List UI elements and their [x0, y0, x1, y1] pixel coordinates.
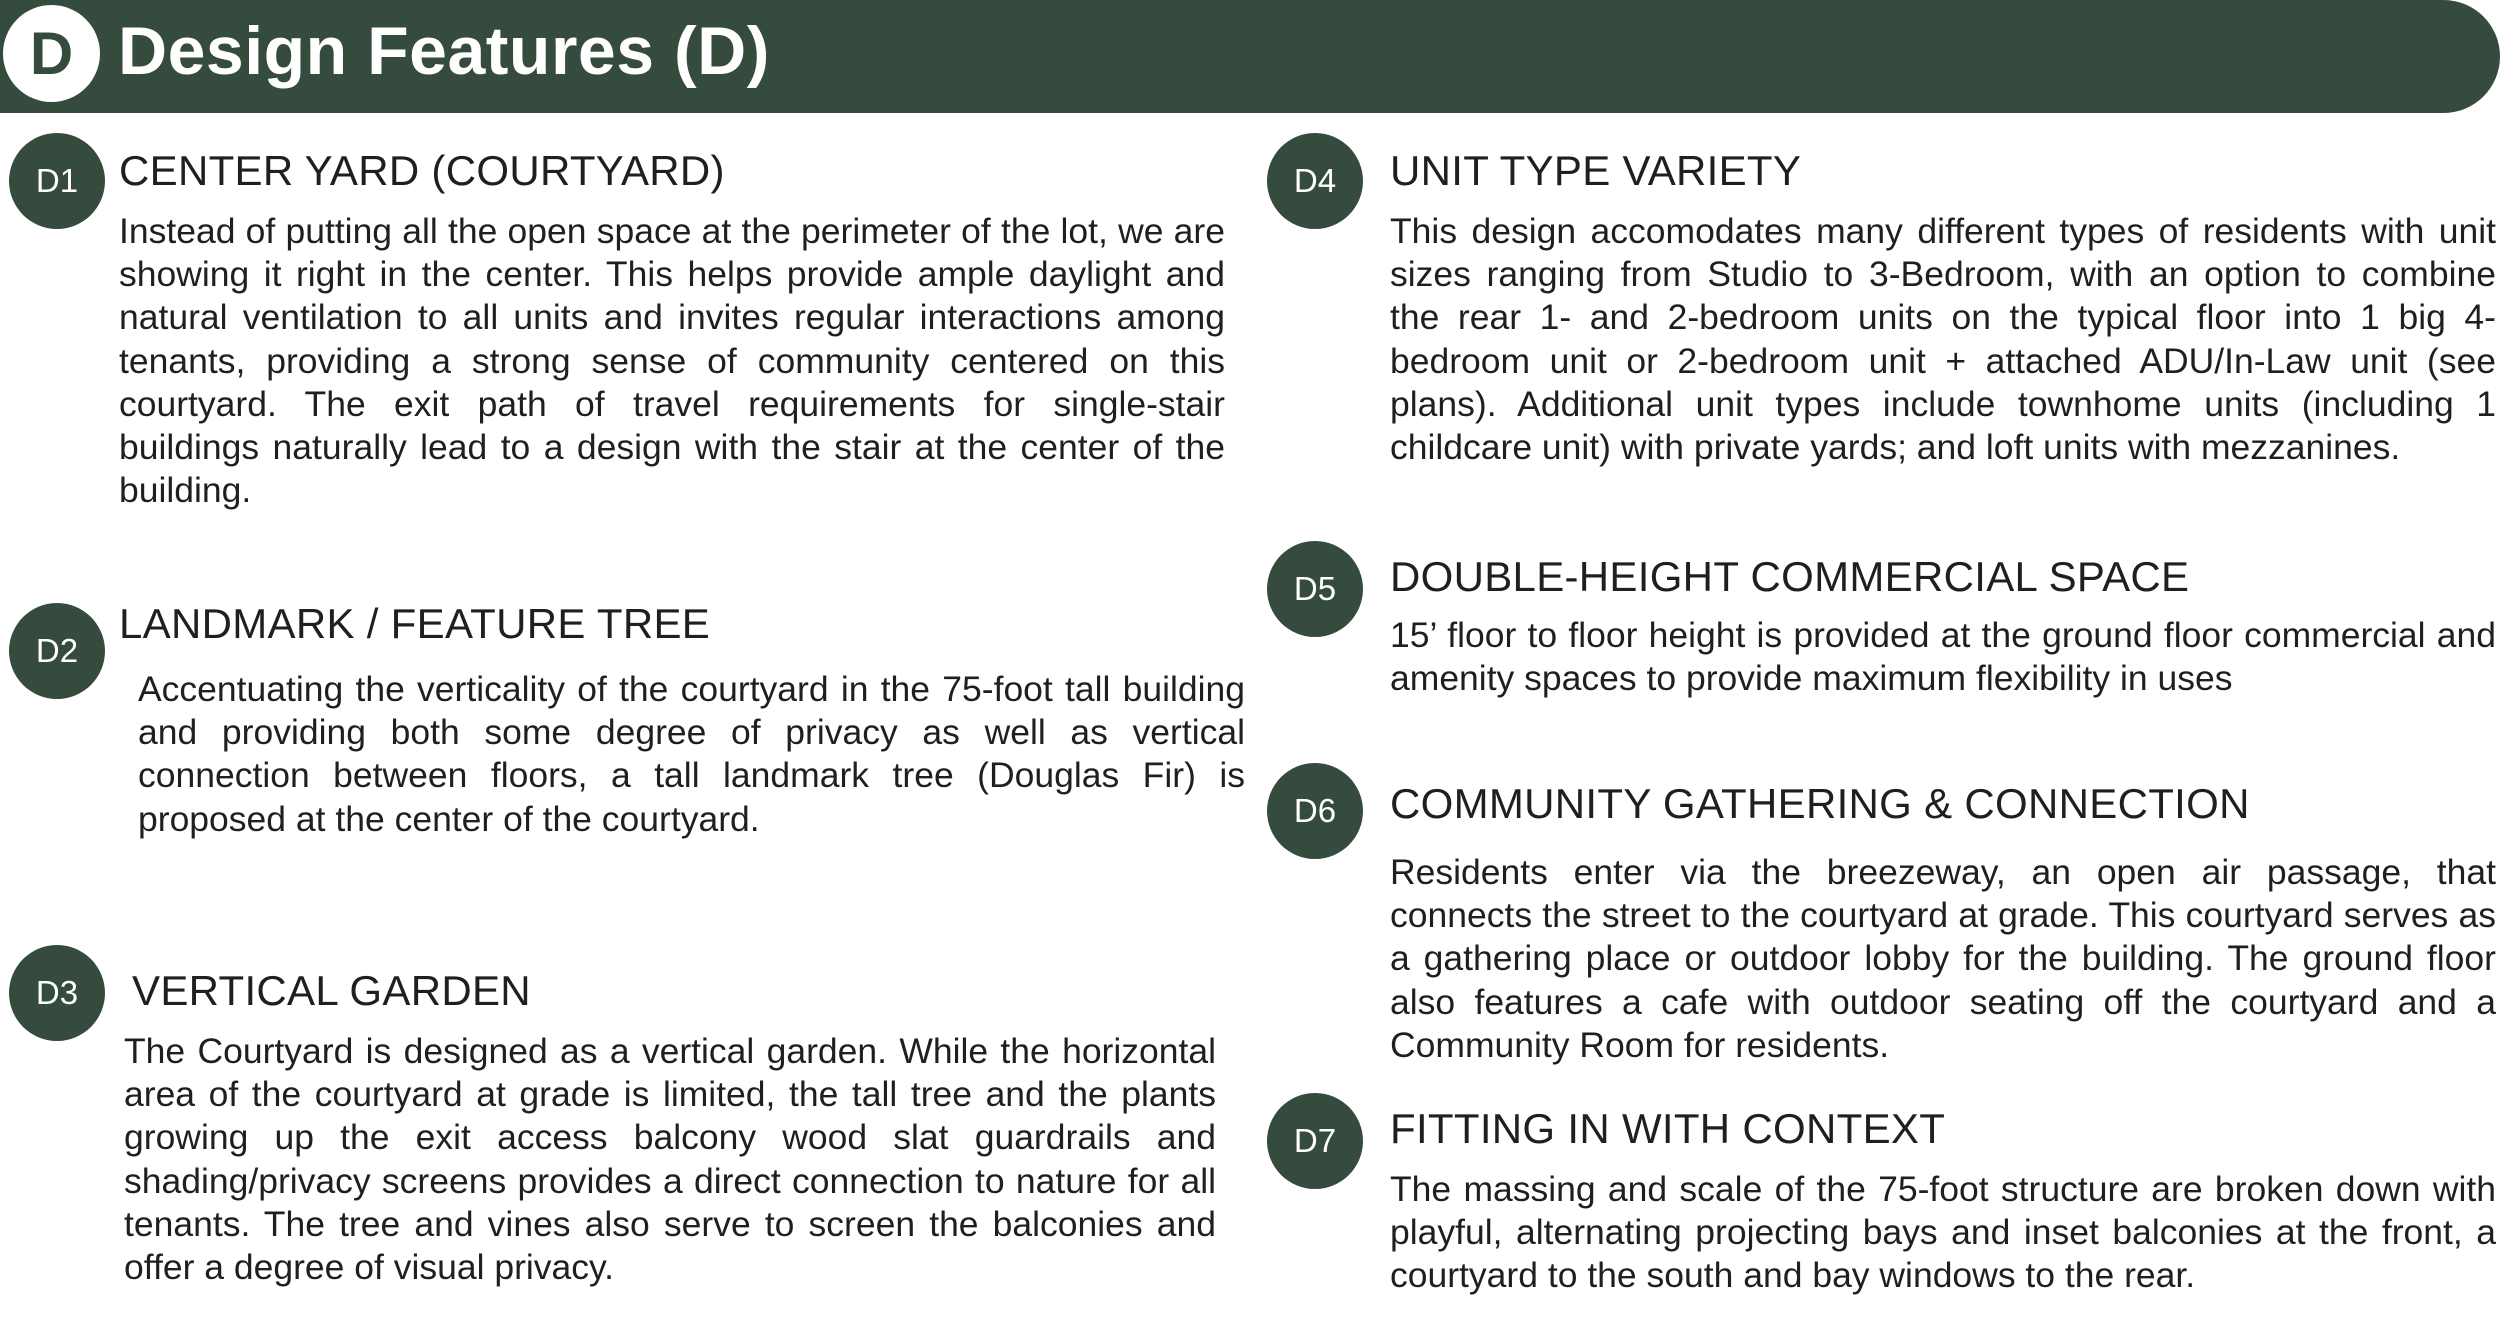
feature-description: Instead of putting all the open space at the perimeter of the lot, we are showing it right in the center. This helps provide ample daylight and natural ventilation to all units and invites regular interactions among tenants, providing a strong sense of community centered on this courtyard. The exit path of travel requirements for single-stair buildings naturally lead to a design with the stair at the center of the building.: [119, 211, 1225, 511]
feature-heading: CENTER YARD (COURTYARD): [119, 147, 725, 194]
feature-badge: D1: [9, 133, 105, 229]
section-title: Design Features (D): [118, 13, 770, 89]
feature-badge: D4: [1267, 133, 1363, 229]
feature-heading: COMMUNITY GATHERING & CONNECTION: [1390, 780, 2250, 827]
feature-description: 15’ floor to floor height is provided at the ground floor commercial and amenity spaces to provide maximum flexibility in uses: [1390, 615, 2496, 699]
feature-description: Residents enter via the breezeway, an open air passage, that connects the street to the courtyard at grade. This courtyard serves as a gathering place or outdoor lobby for the building. The ground floor also features a cafe with outdoor seating off the courtyard and a Community Room for residents.: [1390, 852, 2496, 1065]
feature-badge: D3: [9, 945, 105, 1041]
feature-heading: LANDMARK / FEATURE TREE: [119, 600, 711, 647]
section-banner: [0, 0, 2500, 113]
feature-heading: VERTICAL GARDEN: [132, 967, 531, 1014]
feature-heading: DOUBLE-HEIGHT COMMERCIAL SPACE: [1390, 553, 2190, 600]
feature-description: The Courtyard is designed as a vertical garden. While the horizontal area of the courtyard at grade is limited, the tall tree and the plants growing up the exit access balcony wood slat guardrails and shading/privacy screens provides a direct connection to nature for all tenants. The tree and vines also serve to screen the balconies and offer a degree of visual privacy.: [124, 1031, 1216, 1288]
feature-badge: D7: [1267, 1093, 1363, 1189]
feature-heading: UNIT TYPE VARIETY: [1390, 147, 1802, 194]
feature-description: This design accomodates many different types of residents with unit sizes ranging from Studio to 3-Bedroom, with an option to combine the rear 1- and 2-bedroom units on the typical floor into 1 big 4-bedroom unit or 2-bedroom unit + attached ADU/In-Law unit (see plans). Additional unit types include townhome units (including 1 childcare unit) with private yards; and loft units with mezzanines.: [1390, 211, 2496, 468]
feature-description: Accentuating the verticality of the courtyard in the 75-foot tall building and providing both some degree of privacy as well as vertical connection between floors, a tall landmark tree (Douglas Fir) is proposed at the center of the courtyard.: [138, 669, 1245, 839]
feature-badge: D2: [9, 603, 105, 699]
feature-badge: D6: [1267, 763, 1363, 859]
feature-badge: D5: [1267, 541, 1363, 637]
feature-heading: FITTING IN WITH CONTEXT: [1390, 1105, 1946, 1152]
section-badge: D: [3, 5, 100, 102]
feature-description: The massing and scale of the 75-foot structure are broken down with playful, alternating projecting bays and inset balconies at the front, a courtyard to the south and bay windows to the rear.: [1390, 1169, 2496, 1296]
